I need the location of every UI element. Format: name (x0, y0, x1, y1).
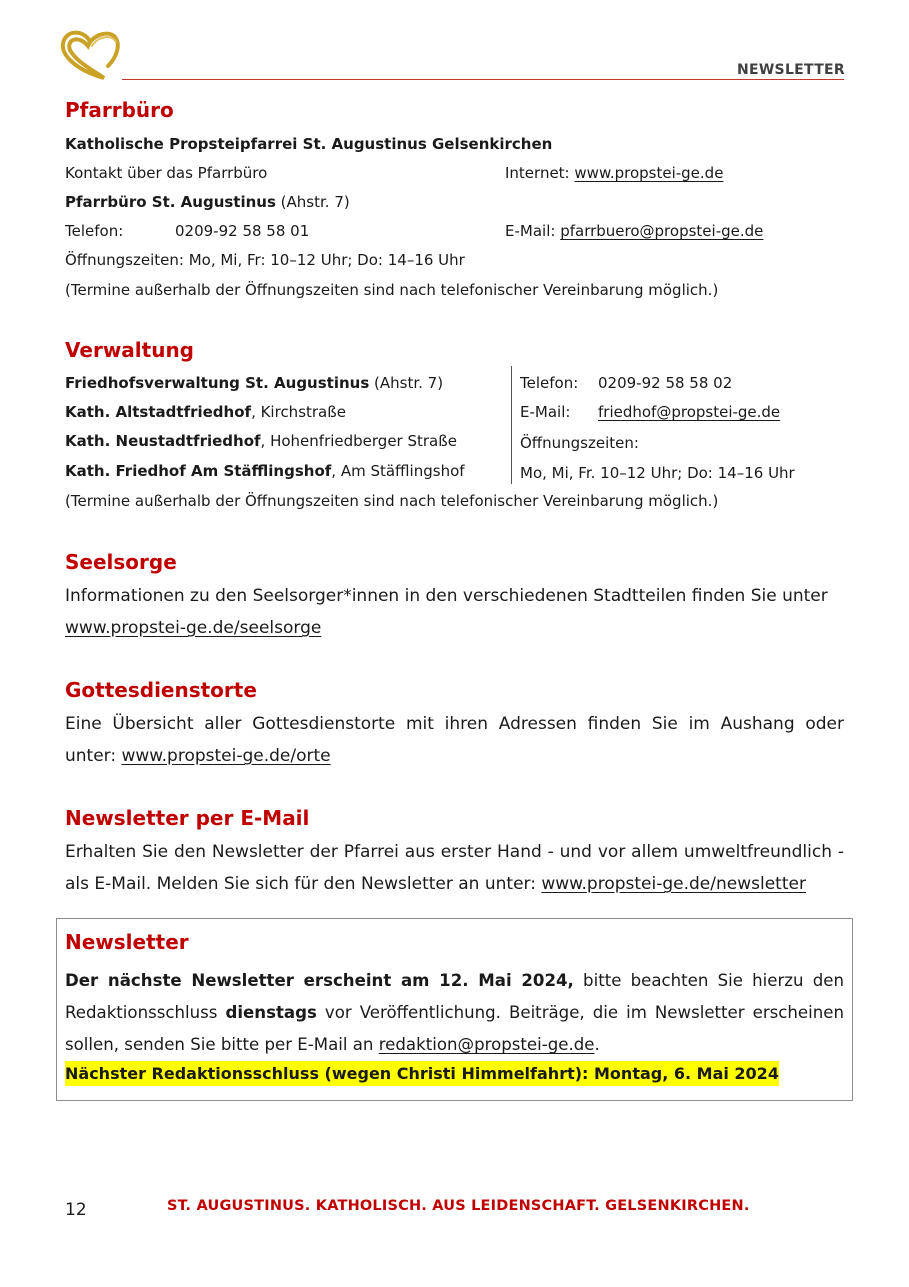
office-address: (Ahstr. 7) (275, 193, 350, 211)
verwaltung-title: Verwaltung (65, 338, 194, 362)
verwaltung-note: (Termine außerhalb der Öffnungszeiten sind nach telefonischer Vereinbarung möglich.) (65, 492, 719, 510)
pfarrbuero-title: Pfarrbüro (65, 98, 174, 122)
gottesdienstorte-text2: unter: (65, 746, 122, 766)
redaktion-email-link[interactable]: redaktion@propstei-ge.de (378, 1035, 595, 1054)
verwaltung-row-rest: , Kirchstraße (251, 403, 346, 421)
pfarrbuero-hours: Öffnungszeiten: Mo, Mi, Fr: 10–12 Uhr; Do: 14–16 Uhr (65, 251, 465, 269)
phone-number: 0209-92 58 58 01 (175, 222, 310, 240)
pfarrbuero-org: Katholische Propsteipfarrei St. Augustinus Gelsenkirchen (65, 135, 553, 153)
newsletter-email-text: Erhalten Sie den Newsletter der Pfarrei aus erster Hand - und vor allem umweltfreundlich - (65, 842, 844, 862)
seelsorge-link[interactable]: www.propstei-ge.de/seelsorge (65, 618, 322, 638)
newsletter-email-text2: als E-Mail. Melden Sie sich für den Newsletter an unter: (65, 874, 542, 894)
phone-label: Telefon: (65, 222, 124, 240)
verwaltung-row-rest: , Hohenfriedberger Straße (260, 432, 457, 450)
verwaltung-email-link[interactable]: friedhof@propstei-ge.de (598, 403, 781, 421)
internet-label: Internet: (505, 164, 570, 182)
pfarrbuero-note: (Termine außerhalb der Öffnungszeiten sind nach telefonischer Vereinbarung möglich.) (65, 281, 719, 299)
verwaltung-email-label: E-Mail: (520, 403, 571, 421)
verwaltung-row-name: Friedhofsverwaltung St. Augustinus (65, 374, 370, 392)
column-divider (511, 366, 512, 484)
newsletter-box-title: Newsletter (65, 930, 189, 954)
internet-link[interactable]: www.propstei-ge.de (574, 164, 724, 182)
verwaltung-row-rest: , Am Stäfflingshof (331, 462, 465, 480)
verwaltung-hours-label: Öffnungszeiten: (520, 434, 639, 452)
newsletter-signup-link[interactable]: www.propstei-ge.de/newsletter (541, 874, 806, 894)
verwaltung-hours: Mo, Mi, Fr. 10–12 Uhr; Do: 14–16 Uhr (520, 464, 795, 482)
newsletter-box-text1: bitte beachten Sie hierzu den Redaktionsschluss (65, 971, 844, 1022)
newsletter-box-bold: dienstags (225, 1003, 317, 1022)
newsletter-box-text (65, 965, 844, 1061)
section-label: NEWSLETTER (736, 62, 845, 78)
header-rule (122, 79, 844, 80)
footer-motto: ST. AUGUSTINUS. KATHOLISCH. AUS LEIDENSCHAFT. GELSENKIRCHEN. (167, 1198, 750, 1214)
deadline-highlight: Nächster Redaktionsschluss (wegen Christi Himmelfahrt): Montag, 6. Mai 2024 (65, 1061, 779, 1086)
newsletter-box-text3: . (594, 1035, 600, 1054)
newsletter-box-text2: vor Veröffentlichung. Beiträge, die im Newsletter erscheinen sollen, senden Sie bitte per E-Mail an (65, 1003, 844, 1054)
newsletter-box-lead: Der nächste Newsletter erscheint am 12. Mai 2024, (65, 971, 574, 990)
email-link[interactable]: pfarrbuero@propstei-ge.de (560, 222, 764, 240)
email-label: E-Mail: (505, 222, 556, 240)
gottesdienstorte-link[interactable]: www.propstei-ge.de/orte (121, 746, 331, 766)
verwaltung-phone: 0209-92 58 58 02 (598, 374, 733, 392)
verwaltung-row-name: Kath. Friedhof Am Stäfflingshof (65, 462, 332, 480)
verwaltung-row-name: Kath. Neustadtfriedhof (65, 432, 261, 450)
newsletter-email-title: Newsletter per E-Mail (65, 806, 310, 830)
verwaltung-row-name: Kath. Altstadtfriedhof (65, 403, 252, 421)
gottesdienstorte-title: Gottesdienstorte (65, 678, 257, 702)
heart-logo-icon (56, 28, 126, 82)
office-name: Pfarrbüro St. Augustinus (65, 193, 276, 211)
gottesdienstorte-text: Eine Übersicht aller Gottesdienstorte mit ihren Adressen finden Sie im Aushang oder (65, 714, 844, 734)
seelsorge-text: Informationen zu den Seelsorger*innen in den verschiedenen Stadtteilen finden Sie unter (65, 586, 828, 606)
verwaltung-row-rest: (Ahstr. 7) (369, 374, 444, 392)
pfarrbuero-contact: Kontakt über das Pfarrbüro (65, 164, 268, 182)
page-number: 12 (65, 1200, 87, 1220)
verwaltung-phone-label: Telefon: (520, 374, 579, 392)
seelsorge-title: Seelsorge (65, 550, 177, 574)
